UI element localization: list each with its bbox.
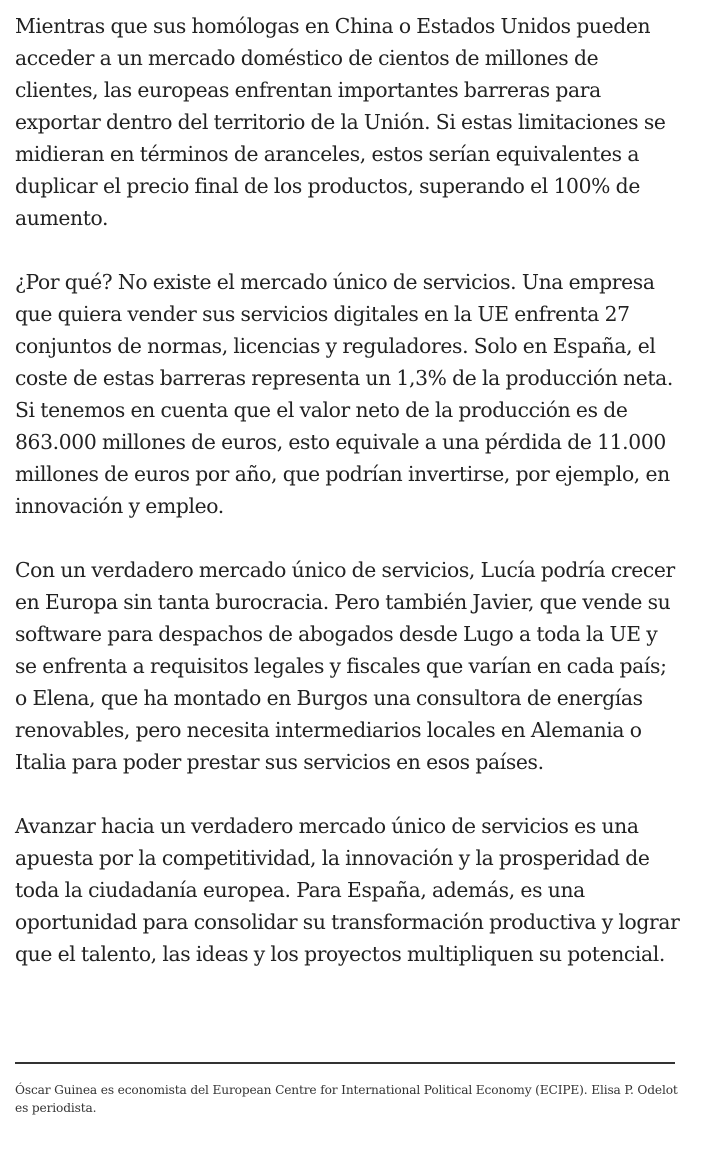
paragraph-single-market-cost: ¿Por qué? No existe el mercado único de servicios. Una empresa que quiera vender sus servicios digitales en la UE enfrenta 27 conjuntos de normas, licencias y reguladores. Solo en España, el coste de estas barreras representa un 1,3% de la producción neta. Si tenemos en cuenta que el valor neto de la producción es de 863.000 millones de euros, esto equivale a una pérdida de 11.000 millones de euros por año, que podrían invertirse, por ejemplo, en innovación y empleo. — [15, 270, 674, 518]
paragraph-conclusion: Avanzar hacia un verdadero mercado único de servicios es una apuesta por la competitividad, la innovación y la prosperidad de toda la ciudadanía europea. Para España, además, es una oportunidad para consolidar su transformación productiva y lograr que el talento, las ideas y los proyectos multipliquen su potencial. — [15, 814, 680, 966]
footer-divider — [15, 1062, 675, 1064]
article-body — [15, 10, 683, 1002]
paragraph-examples: Con un verdadero mercado único de servicios, Lucía podría crecer en Europa sin tanta burocracia. Pero también Javier, que vende su software para despachos de abogados desde Lugo a toda la UE y se enfrenta a requisitos legales y fiscales que varían en cada país; o Elena, que ha montado en Burgos una consultora de energías renovables, pero necesita intermediarios locales en Alemania o Italia para poder prestar sus servicios en esos países. — [15, 558, 675, 774]
paragraph-trade-barriers: Mientras que sus homólogas en China o Estados Unidos pueden acceder a un mercado doméstico de cientos de millones de clientes, las europeas enfrentan importantes barreras para exportar dentro del territorio de la Unión. Si estas limitaciones se midieran en términos de aranceles, estos serían equivalentes a duplicar el precio final de los productos, superando el 100% de aumento. — [15, 14, 666, 230]
author-note: Óscar Guinea es economista del European Centre for International Political Economy (ECIPE). Elisa P. Odelot es periodista. — [15, 1083, 678, 1115]
